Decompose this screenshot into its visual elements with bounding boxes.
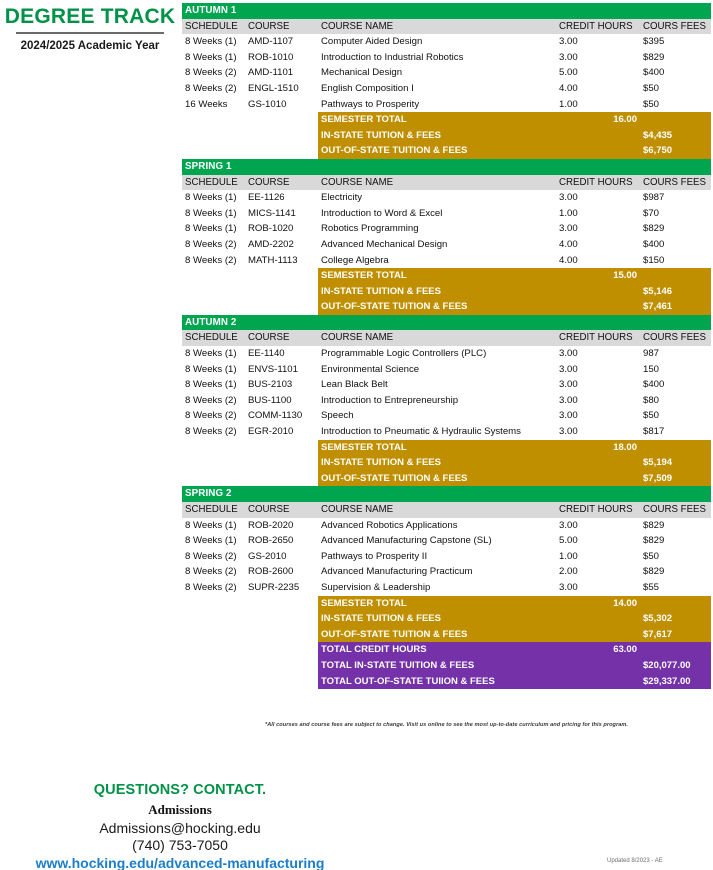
season-banner-row [182,486,711,502]
cell-empty-fee [640,642,711,658]
contact-block [0,782,360,870]
cell-course-fee: $50 [640,408,711,424]
cell-blank [245,596,318,612]
cell-course-fee: $829 [640,533,711,549]
out-of-state-label: OUT-OF-STATE TUITION & FEES [318,627,556,643]
season-banner-row [182,3,711,19]
cell-course-name: Speech [318,408,556,424]
cell-course-code: ENVS-1101 [245,362,318,378]
cell-course-code: GS-1010 [245,97,318,113]
cell-course-code: ENGL-1510 [245,81,318,97]
cell-blank [182,268,245,284]
cell-schedule: 8 Weeks (1) [182,362,245,378]
cell-blank [245,112,318,128]
semester-total-credits: 18.00 [556,440,640,456]
cell-empty-credits [556,128,640,144]
cell-course-fee: $70 [640,206,711,222]
season-label: SPRING 2 [182,486,711,502]
cell-blank [245,627,318,643]
cell-course-code: MATH-1113 [245,253,318,269]
cell-blank [182,128,245,144]
cell-schedule: 8 Weeks (1) [182,221,245,237]
cell-empty-credits [556,143,640,159]
total-in-state-value: $20,077.00 [640,658,711,674]
semester-total-row [182,112,711,128]
cell-credit-hours: 1.00 [556,549,640,565]
semester-total-label: SEMESTER TOTAL [318,440,556,456]
cell-course-code: AMD-1101 [245,65,318,81]
in-state-value: $5,146 [640,284,711,300]
cell-blank [182,299,245,315]
cell-course-fee: $400 [640,377,711,393]
cell-course-code: AMD-1107 [245,34,318,50]
cell-blank [182,112,245,128]
column-header-cell: COURSE NAME [318,502,556,518]
cell-course-fee: $829 [640,518,711,534]
table-row [182,393,711,409]
cell-blank [182,440,245,456]
cell-credit-hours: 5.00 [556,65,640,81]
table-row [182,580,711,596]
total-credit-hours-row [182,642,711,658]
column-header-cell: SCHEDULE [182,502,245,518]
cell-course-name: Programmable Logic Controllers (PLC) [318,346,556,362]
column-header-cell: COURSE NAME [318,330,556,346]
cell-schedule: 8 Weeks (2) [182,65,245,81]
cell-blank [245,268,318,284]
cell-course-fee: $817 [640,424,711,440]
semester-total-label: SEMESTER TOTAL [318,112,556,128]
total-out-of-state-row [182,674,711,690]
table-row [182,549,711,565]
cell-schedule: 8 Weeks (2) [182,564,245,580]
cell-course-name: Supervision & Leadership [318,580,556,596]
season-label: AUTUMN 2 [182,315,711,331]
cell-blank [245,611,318,627]
cell-credit-hours: 3.00 [556,346,640,362]
cell-course-code: MICS-1141 [245,206,318,222]
in-state-tuition-row [182,128,711,144]
table-row [182,97,711,113]
cell-course-code: AMD-2202 [245,237,318,253]
cell-empty-credits [556,611,640,627]
cell-course-fee: $829 [640,50,711,66]
table-row [182,518,711,534]
out-of-state-value: $7,461 [640,299,711,315]
cell-blank [182,627,245,643]
cell-course-code: COMM-1130 [245,408,318,424]
cell-credit-hours: 3.00 [556,424,640,440]
column-header-row [182,330,711,346]
cell-course-fee: $400 [640,65,711,81]
in-state-label: IN-STATE TUITION & FEES [318,455,556,471]
cell-credit-hours: 3.00 [556,580,640,596]
cell-schedule: 8 Weeks (1) [182,34,245,50]
cell-blank [182,674,245,690]
cell-course-fee: 150 [640,362,711,378]
cell-course-name: Advanced Manufacturing Capstone (SL) [318,533,556,549]
cell-empty-credits [556,471,640,487]
academic-year-label: 2024/2025 Academic Year [20,40,160,53]
table-row [182,424,711,440]
cell-course-name: Pathways to Prosperity II [318,549,556,565]
column-header-cell: COURS FEES [640,175,711,191]
cell-blank [245,299,318,315]
cell-empty-fee [640,596,711,612]
cell-course-code: BUS-2103 [245,377,318,393]
cell-schedule: 8 Weeks (2) [182,237,245,253]
cell-course-fee: $55 [640,580,711,596]
table-row [182,533,711,549]
cell-blank [182,642,245,658]
disclaimer-footnote: *All courses and course fees are subject to change. Visit us online to see the most up-to-date curriculum and pricing for this program. [264,722,629,728]
cell-course-fee: 987 [640,346,711,362]
in-state-value: $5,302 [640,611,711,627]
cell-course-fee: $50 [640,549,711,565]
cell-course-name: Pathways to Prosperity [318,97,556,113]
cell-schedule: 8 Weeks (2) [182,549,245,565]
column-header-cell: SCHEDULE [182,175,245,191]
out-of-state-value: $6,750 [640,143,711,159]
brand-header [0,6,180,52]
cell-course-name: Environmental Science [318,362,556,378]
in-state-label: IN-STATE TUITION & FEES [318,284,556,300]
cell-course-name: Mechanical Design [318,65,556,81]
table-row [182,377,711,393]
cell-empty-credits [556,658,640,674]
cell-schedule: 8 Weeks (1) [182,518,245,534]
column-header-cell: COURSE [245,330,318,346]
cell-course-fee: $987 [640,190,711,206]
cell-course-name: Introduction to Entrepreneurship [318,393,556,409]
column-header-cell: CREDIT HOURS [556,502,640,518]
cell-credit-hours: 3.00 [556,34,640,50]
semester-total-credits: 15.00 [556,268,640,284]
column-header-cell: COURSE [245,19,318,35]
title-divider [16,32,164,34]
cell-credit-hours: 1.00 [556,206,640,222]
cell-blank [182,455,245,471]
cell-empty-credits [556,455,640,471]
table-row [182,81,711,97]
cell-course-name: English Composition I [318,81,556,97]
table-row [182,34,711,50]
cell-course-code: ROB-1020 [245,221,318,237]
out-of-state-tuition-row [182,471,711,487]
table-row [182,253,711,269]
cell-blank [245,642,318,658]
cell-course-fee: $50 [640,81,711,97]
cell-course-fee: $400 [640,237,711,253]
cell-empty-credits [556,284,640,300]
column-header-cell: CREDIT HOURS [556,330,640,346]
table-row [182,362,711,378]
cell-schedule: 8 Weeks (2) [182,408,245,424]
cell-course-name: College Algebra [318,253,556,269]
cell-course-name: Robotics Programming [318,221,556,237]
cell-schedule: 8 Weeks (2) [182,424,245,440]
cell-course-name: Introduction to Word & Excel [318,206,556,222]
season-banner-row [182,315,711,331]
total-credit-hours-label: TOTAL CREDIT HOURS [318,642,556,658]
in-state-label: IN-STATE TUITION & FEES [318,611,556,627]
cell-course-name: Computer Aided Design [318,34,556,50]
cell-course-code: ROB-2650 [245,533,318,549]
cell-credit-hours: 3.00 [556,362,640,378]
total-in-state-label: TOTAL IN-STATE TUITION & FEES [318,658,556,674]
out-of-state-label: OUT-OF-STATE TUITION & FEES [318,471,556,487]
contact-heading: QUESTIONS? CONTACT. [93,782,267,798]
column-header-cell: COURS FEES [640,330,711,346]
cell-course-code: EE-1126 [245,190,318,206]
contact-email[interactable]: Admissions@hocking.edu [99,820,261,836]
column-header-cell: COURS FEES [640,502,711,518]
cell-credit-hours: 1.00 [556,97,640,113]
cell-credit-hours: 4.00 [556,81,640,97]
total-credit-hours-value: 63.00 [556,642,640,658]
cell-credit-hours: 4.00 [556,253,640,269]
semester-total-label: SEMESTER TOTAL [318,268,556,284]
cell-course-fee: $829 [640,221,711,237]
cell-course-code: GS-2010 [245,549,318,565]
cell-blank [245,674,318,690]
cell-course-name: Advanced Robotics Applications [318,518,556,534]
out-of-state-label: OUT-OF-STATE TUITION & FEES [318,299,556,315]
cell-empty-fee [640,440,711,456]
season-label: AUTUMN 1 [182,3,711,19]
cell-credit-hours: 2.00 [556,564,640,580]
column-header-cell: SCHEDULE [182,19,245,35]
cell-course-fee: $80 [640,393,711,409]
contact-department: Admissions [148,802,212,817]
cell-empty-credits [556,299,640,315]
cell-credit-hours: 5.00 [556,533,640,549]
cell-course-name: Advanced Manufacturing Practicum [318,564,556,580]
column-header-cell: CREDIT HOURS [556,175,640,191]
column-header-cell: CREDIT HOURS [556,19,640,35]
cell-blank [245,471,318,487]
cell-course-code: ROB-2020 [245,518,318,534]
out-of-state-value: $7,617 [640,627,711,643]
degree-track-table [182,3,711,689]
cell-course-code: SUPR-2235 [245,580,318,596]
cell-credit-hours: 3.00 [556,190,640,206]
cell-course-name: Introduction to Pneumatic & Hydraulic Systems [318,424,556,440]
cell-blank [245,455,318,471]
column-header-cell: COURSE [245,502,318,518]
cell-empty-credits [556,674,640,690]
in-state-tuition-row [182,611,711,627]
semester-total-label: SEMESTER TOTAL [318,596,556,612]
cell-credit-hours: 3.00 [556,393,640,409]
cell-blank [245,143,318,159]
semester-total-credits: 16.00 [556,112,640,128]
cell-course-code: BUS-1100 [245,393,318,409]
out-of-state-value: $7,509 [640,471,711,487]
column-header-row [182,19,711,35]
cell-credit-hours: 4.00 [556,237,640,253]
out-of-state-label: OUT-OF-STATE TUITION & FEES [318,143,556,159]
table-row [182,65,711,81]
page-title: DEGREE TRACK [4,5,176,28]
cell-course-code: EE-1140 [245,346,318,362]
column-header-cell: COURSE NAME [318,175,556,191]
out-of-state-tuition-row [182,143,711,159]
table-row [182,206,711,222]
in-state-value: $4,435 [640,128,711,144]
cell-blank [245,128,318,144]
cell-blank [182,284,245,300]
cell-schedule: 8 Weeks (1) [182,206,245,222]
total-in-state-row [182,658,711,674]
cell-empty-fee [640,112,711,128]
cell-course-code: EGR-2010 [245,424,318,440]
cell-course-fee: $150 [640,253,711,269]
cell-course-code: ROB-1010 [245,50,318,66]
column-header-cell: COURSE [245,175,318,191]
cell-schedule: 8 Weeks (2) [182,580,245,596]
cell-course-name: Electricity [318,190,556,206]
cell-course-fee: $395 [640,34,711,50]
cell-course-fee: $50 [640,97,711,113]
total-out-of-state-value: $29,337.00 [640,674,711,690]
cell-course-code: ROB-2600 [245,564,318,580]
out-of-state-tuition-row [182,299,711,315]
out-of-state-tuition-row [182,627,711,643]
column-header-cell: COURSE NAME [318,19,556,35]
cell-course-fee: $829 [640,564,711,580]
cell-blank [182,596,245,612]
in-state-tuition-row [182,284,711,300]
cell-course-name: Lean Black Belt [318,377,556,393]
cell-credit-hours: 3.00 [556,377,640,393]
semester-total-row [182,268,711,284]
column-header-cell: SCHEDULE [182,330,245,346]
cell-blank [245,440,318,456]
table-row [182,50,711,66]
cell-empty-fee [640,268,711,284]
table-row [182,346,711,362]
cell-schedule: 8 Weeks (1) [182,346,245,362]
season-label: SPRING 1 [182,159,711,175]
cell-empty-credits [556,627,640,643]
cell-schedule: 8 Weeks (1) [182,50,245,66]
cell-schedule: 8 Weeks (1) [182,190,245,206]
in-state-tuition-row [182,455,711,471]
cell-credit-hours: 3.00 [556,518,640,534]
season-banner-row [182,159,711,175]
table-row [182,564,711,580]
updated-stamp: Updated 8/2023 - AE [607,858,663,864]
cell-schedule: 8 Weeks (1) [182,533,245,549]
column-header-row [182,175,711,191]
table-row [182,237,711,253]
semester-total-row [182,440,711,456]
contact-website-link[interactable]: www.hocking.edu/advanced-manufacturing [35,855,325,870]
cell-credit-hours: 3.00 [556,408,640,424]
table-row [182,190,711,206]
cell-schedule: 8 Weeks (2) [182,81,245,97]
cell-course-name: Introduction to Industrial Robotics [318,50,556,66]
table-row [182,221,711,237]
in-state-label: IN-STATE TUITION & FEES [318,128,556,144]
cell-credit-hours: 3.00 [556,221,640,237]
in-state-value: $5,194 [640,455,711,471]
cell-schedule: 8 Weeks (2) [182,393,245,409]
semester-total-row [182,596,711,612]
total-out-of-state-label: TOTAL OUT-OF-STATE TUIION & FEES [318,674,556,690]
cell-schedule: 8 Weeks (2) [182,253,245,269]
semester-total-credits: 14.00 [556,596,640,612]
column-header-cell: COURS FEES [640,19,711,35]
cell-schedule: 16 Weeks [182,97,245,113]
cell-blank [182,143,245,159]
cell-blank [182,471,245,487]
cell-blank [182,658,245,674]
cell-blank [245,284,318,300]
column-header-row [182,502,711,518]
cell-schedule: 8 Weeks (1) [182,377,245,393]
table-row [182,408,711,424]
contact-phone[interactable]: (740) 753-7050 [132,837,228,853]
cell-credit-hours: 3.00 [556,50,640,66]
cell-blank [245,658,318,674]
cell-blank [182,611,245,627]
cell-course-name: Advanced Mechanical Design [318,237,556,253]
